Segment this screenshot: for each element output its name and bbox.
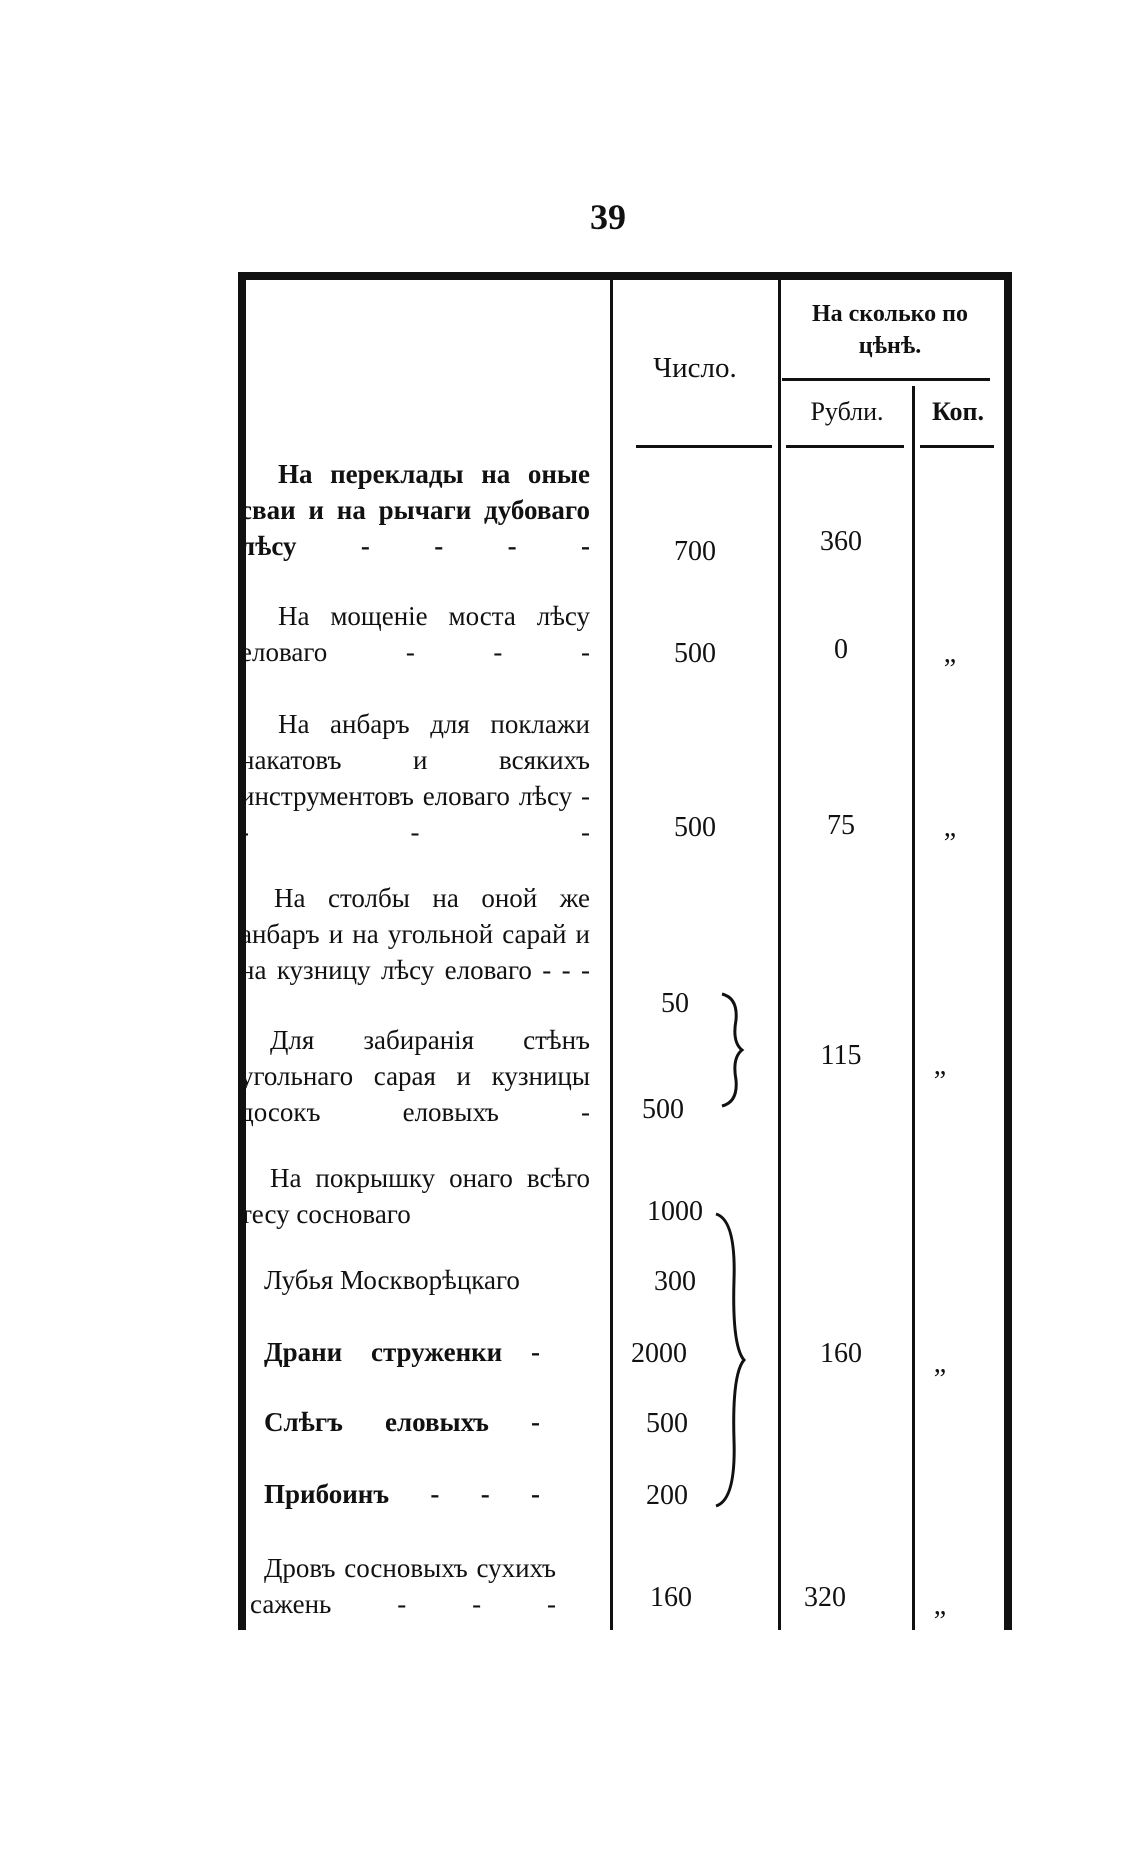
- row-4-description: На столбы на оной же анбаръ и на угольной сарай и на кузницу лѣсу еловаго - - -: [240, 883, 590, 985]
- row-9-description: Слѣгъ еловыхъ -: [264, 1407, 540, 1437]
- row-5-kopecks: „: [933, 1050, 947, 1081]
- row-2-description: На мощеніе моста лѣсу еловаго - - -: [240, 601, 590, 667]
- kop-header-underline: [920, 445, 994, 448]
- table-top-border: [238, 272, 1012, 280]
- kopecks-header: Коп.: [931, 397, 985, 426]
- brace-rows-4-5: [718, 990, 748, 1110]
- row-11-rubles: 320: [804, 1582, 846, 1613]
- row-8-quantity: 2000: [631, 1338, 687, 1369]
- table-right-border: [1004, 272, 1012, 1630]
- row-2-kopecks: „: [943, 638, 957, 669]
- page-number: 39: [590, 197, 626, 237]
- row-7-quantity: 300: [654, 1266, 696, 1297]
- row-8-rubles: 160: [820, 1338, 862, 1369]
- quantity-header: Число.: [653, 352, 737, 384]
- row-1-quantity: 700: [674, 536, 716, 567]
- row-8-description: Драни струженки -: [264, 1337, 540, 1367]
- rubles-header: Рубли.: [810, 397, 884, 426]
- row-9-quantity: 500: [646, 1408, 688, 1439]
- row-8-kopecks: „: [933, 1348, 947, 1379]
- rub-header-underline: [786, 445, 904, 448]
- row-2-rubles: 0: [834, 634, 848, 665]
- row-11-quantity: 160: [650, 1582, 692, 1613]
- row-3-quantity: 500: [674, 812, 716, 843]
- row-11-description: Дровъ сосновыхъ сухихъ сажень - - -: [250, 1553, 556, 1619]
- divider-rub-kop: [912, 386, 915, 1630]
- row-2-quantity: 500: [674, 638, 716, 669]
- qty-header-underline: [636, 445, 772, 448]
- row-6-quantity: 1000: [647, 1196, 703, 1227]
- price-header-rule: [782, 378, 990, 381]
- row-6-description: На покрышку онаго всѣго тесу сосноваго: [240, 1163, 590, 1229]
- row-1-rubles: 360: [820, 526, 862, 557]
- row-5-description: Для забиранія стѣнъ угольнаго сарая и кузницы досокъ еловыхъ -: [240, 1025, 590, 1127]
- price-group-header: На сколько по цѣнѣ.: [811, 301, 968, 359]
- row-5-quantity: 500: [642, 1094, 684, 1125]
- row-3-kopecks: „: [943, 812, 957, 843]
- row-10-quantity: 200: [646, 1480, 688, 1511]
- brace-rows-6-10: [712, 1210, 748, 1510]
- divider-qty-rub: [778, 280, 781, 1630]
- row-10-description: Прибоинъ - - -: [264, 1479, 540, 1509]
- row-11-kopecks: „: [933, 1590, 947, 1621]
- row-3-rubles: 75: [827, 810, 855, 841]
- row-7-description: Лубья Москворѣцкаго: [264, 1265, 520, 1295]
- row-5-rubles: 115: [820, 1040, 862, 1071]
- row-4-quantity: 50: [661, 988, 689, 1019]
- row-1-description: На переклады на оные сваи и на рычаги дубоваго лѣсу - - - -: [240, 459, 590, 561]
- row-3-description: На анбаръ для поклажи накатовъ и всякихъ инструментовъ еловаго лѣсу - - - -: [240, 709, 590, 847]
